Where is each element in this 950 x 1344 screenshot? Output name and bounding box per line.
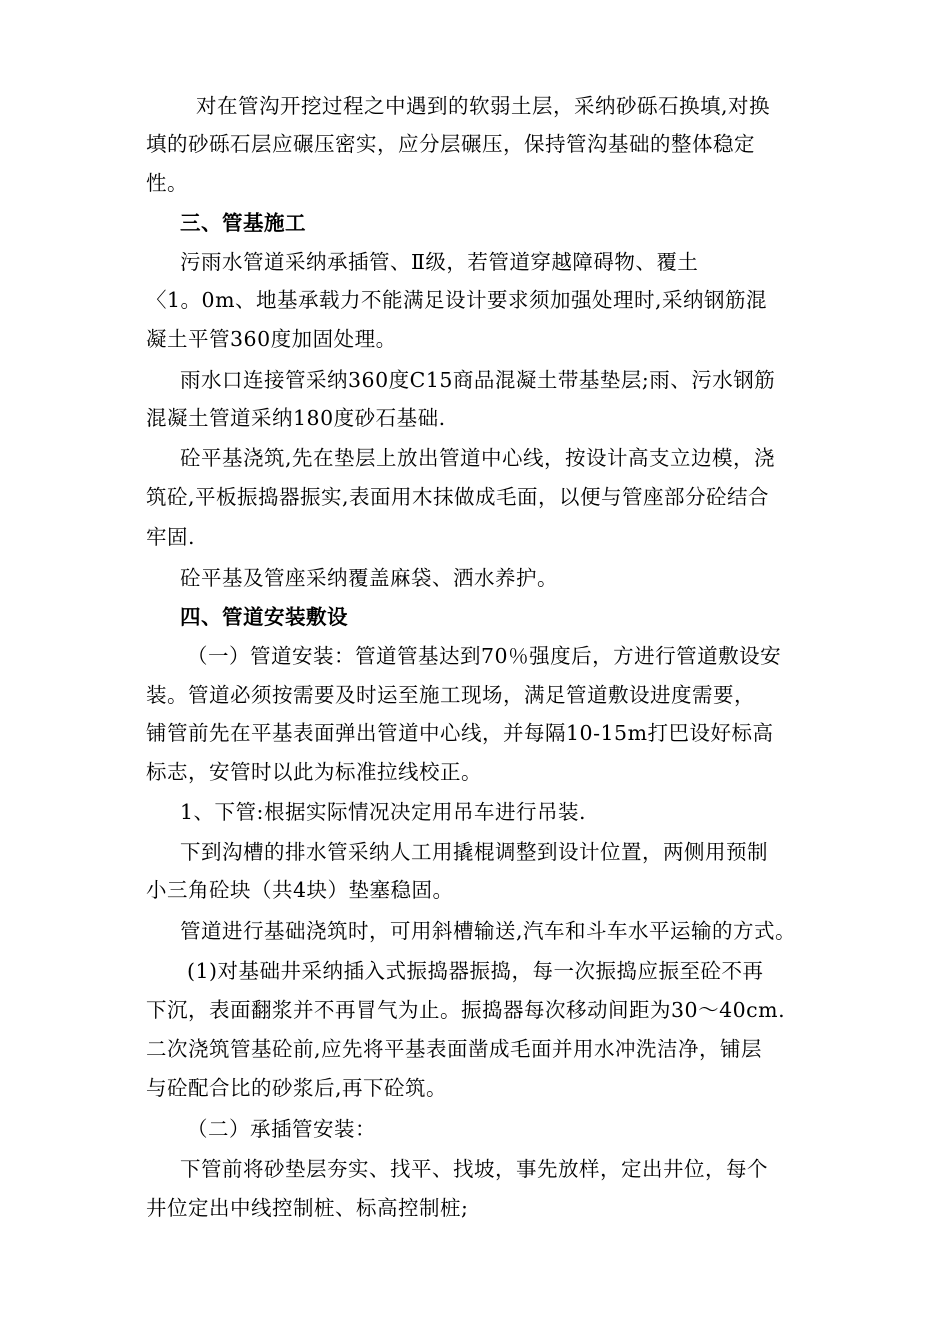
paragraph-line: 性。 <box>146 171 188 195</box>
paragraph-line: 1、下管:根据实际情况决定用吊车进行吊装. <box>180 800 586 824</box>
paragraph-line: 铺管前先在平基表面弹出管道中心线，并每隔10-15m打巴设好标高 <box>146 721 774 745</box>
paragraph-line: 井位定出中线控制桩、标高控制桩; <box>146 1196 469 1220</box>
paragraph-line: 〈1。0m、地基承载力不能满足设计要求须加强处理时,采纳钢筋混 <box>146 288 768 312</box>
paragraph-line: 对在管沟开挖过程之中遇到的软弱土层，采纳砂砾石换填,对换 <box>196 94 771 118</box>
paragraph-line: 砼平基浇筑,先在垫层上放出管道中心线，按设计高支立边模，浇 <box>180 446 776 470</box>
paragraph-line: 管道进行基础浇筑时，可用斜槽输送,汽车和斗车水平运输的方式。 <box>180 919 797 943</box>
paragraph-line: 与砼配合比的砂浆后,再下砼筑。 <box>146 1076 448 1100</box>
paragraph-line: 下管前将砂垫层夯实、找平、找坡，事先放样，定出井位，每个 <box>180 1157 768 1181</box>
paragraph-line: 标志，安管时以此为标准拉线校正。 <box>146 760 482 784</box>
section-heading: 三、管基施工 <box>180 211 306 235</box>
paragraph-line: 砼平基及管座采纳覆盖麻袋、洒水养护。 <box>180 566 558 590</box>
paragraph-line: 雨水口连接管采纳360度C15商品混凝土带基垫层;雨、污水钢筋 <box>180 368 776 392</box>
paragraph-line: 装。管道必须按需要及时运至施工现场，满足管道敷设进度需要， <box>146 683 755 707</box>
paragraph-line: 混凝土管道采纳180度砂石基础. <box>146 406 446 430</box>
paragraph-line: 筑砼,平板振捣器振实,表面用木抹做成毛面，以便与管座部分砼结合 <box>146 485 770 509</box>
paragraph-line: （一）管道安装：管道管基达到70％强度后，方进行管道敷设安 <box>187 644 782 668</box>
section-heading: 四、管道安装敷设 <box>180 605 348 629</box>
paragraph-line: 凝土平管360度加固处理。 <box>146 327 397 351</box>
paragraph-line: 下沉，表面翻浆并不再冒气为止。振捣器每次移动间距为30～40cm. <box>146 998 786 1022</box>
paragraph-line: （二）承插管安装： <box>187 1117 376 1141</box>
paragraph-line: 填的砂砾石层应碾压密实，应分层碾压，保持管沟基础的整体稳定 <box>146 132 755 156</box>
paragraph-line: 二次浇筑管基砼前,应先将平基表面凿成毛面并用水冲洗洁净，铺层 <box>146 1037 763 1061</box>
paragraph-line: 污雨水管道采纳承插管、Ⅱ级，若管道穿越障碍物、覆土 <box>180 250 699 274</box>
paragraph-line: 小三角砼块（共4块）垫塞稳固。 <box>146 878 454 902</box>
paragraph-line: 下到沟槽的排水管采纳人工用撬棍调整到设计位置，两侧用预制 <box>180 840 768 864</box>
paragraph-line: (1)对基础井采纳插入式振捣器振捣，每一次振捣应振至砼不再 <box>187 959 764 983</box>
paragraph-line: 牢固. <box>146 525 196 549</box>
